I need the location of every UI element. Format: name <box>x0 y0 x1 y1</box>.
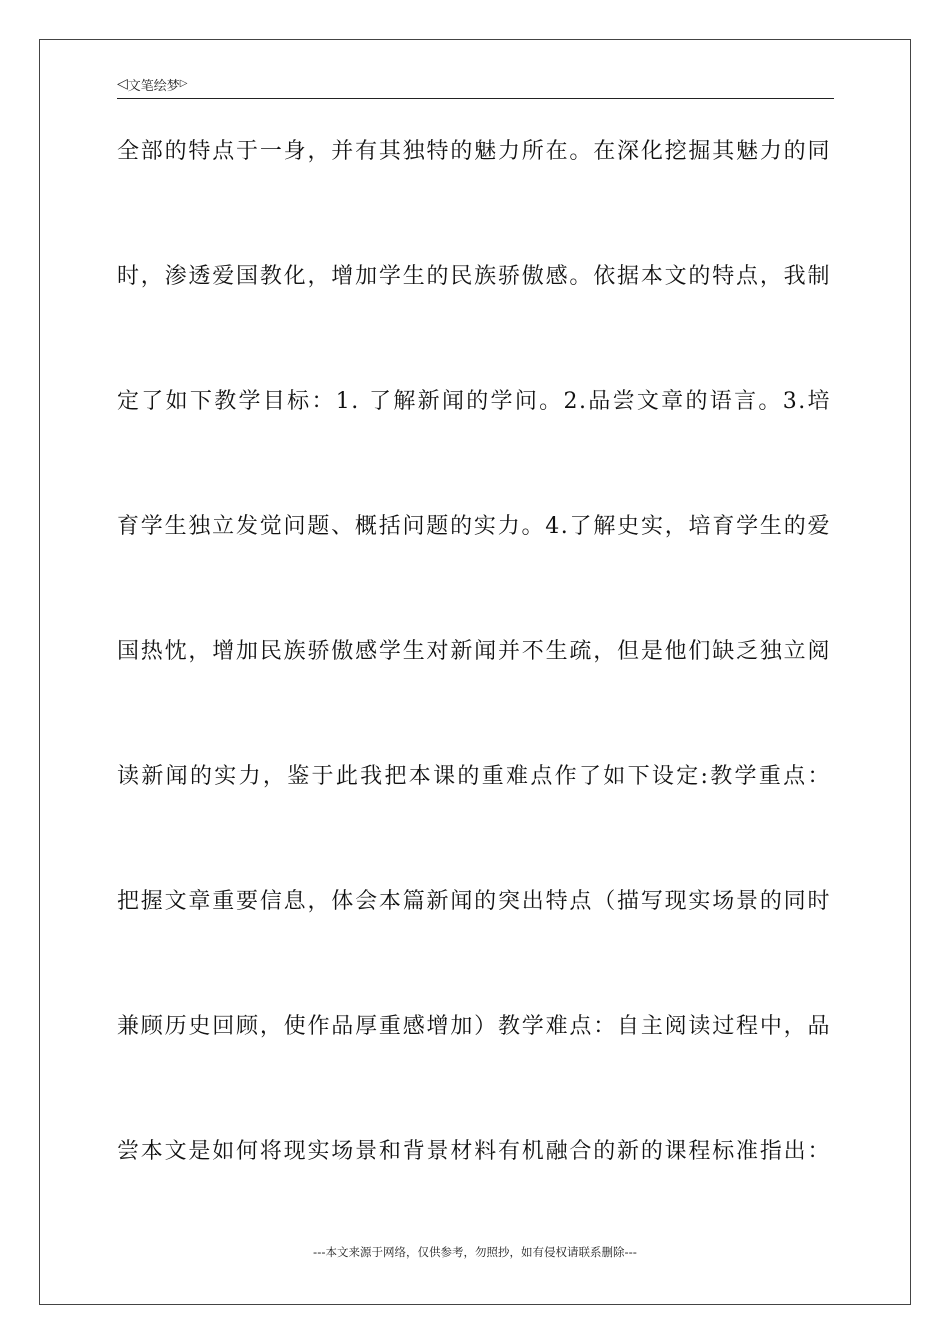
right-triangle-icon: ▷ <box>179 78 188 89</box>
document-body <box>117 126 837 1251</box>
page-header <box>117 74 834 99</box>
text-line: 时，渗透爱国教化，增加学生的民族骄傲感。依据本文的特点，我制 <box>117 264 831 289</box>
header-title: 文笔绘梦 <box>127 79 180 94</box>
text-line: 把握文章重要信息，体会本篇新闻的突出特点（描写现实场景的同时 <box>117 889 831 914</box>
left-triangle-icon: ◁ <box>117 76 128 92</box>
text-line: 育学生独立发觉问题、概括问题的实力。4.了解史实，培育学生的爱 <box>117 514 831 539</box>
text-line: 国热忱，增加民族骄傲感学生对新闻并不生疏，但是他们缺乏独立阅 <box>117 639 831 664</box>
text-line: 兼顾历史回顾，使作品厚重感增加）教学难点：自主阅读过程中，品 <box>117 1014 831 1039</box>
text-line: 全部的特点于一身，并有其独特的魅力所在。在深化挖掘其魅力的同 <box>117 139 831 164</box>
text-line: 读新闻的实力，鉴于此我把本课的重难点作了如下设定:教学重点： <box>117 764 831 789</box>
text-line: 定了如下教学目标：1. 了解新闻的学问。2.品尝文章的语言。3.培 <box>117 389 831 414</box>
text-line: 尝本文是如何将现实场景和背景材料有机融合的新的课程标准指出： <box>117 1139 831 1164</box>
page-footer-disclaimer: ---本文来源于网络，仅供参考，勿照抄，如有侵权请联系删除--- <box>313 1245 637 1259</box>
